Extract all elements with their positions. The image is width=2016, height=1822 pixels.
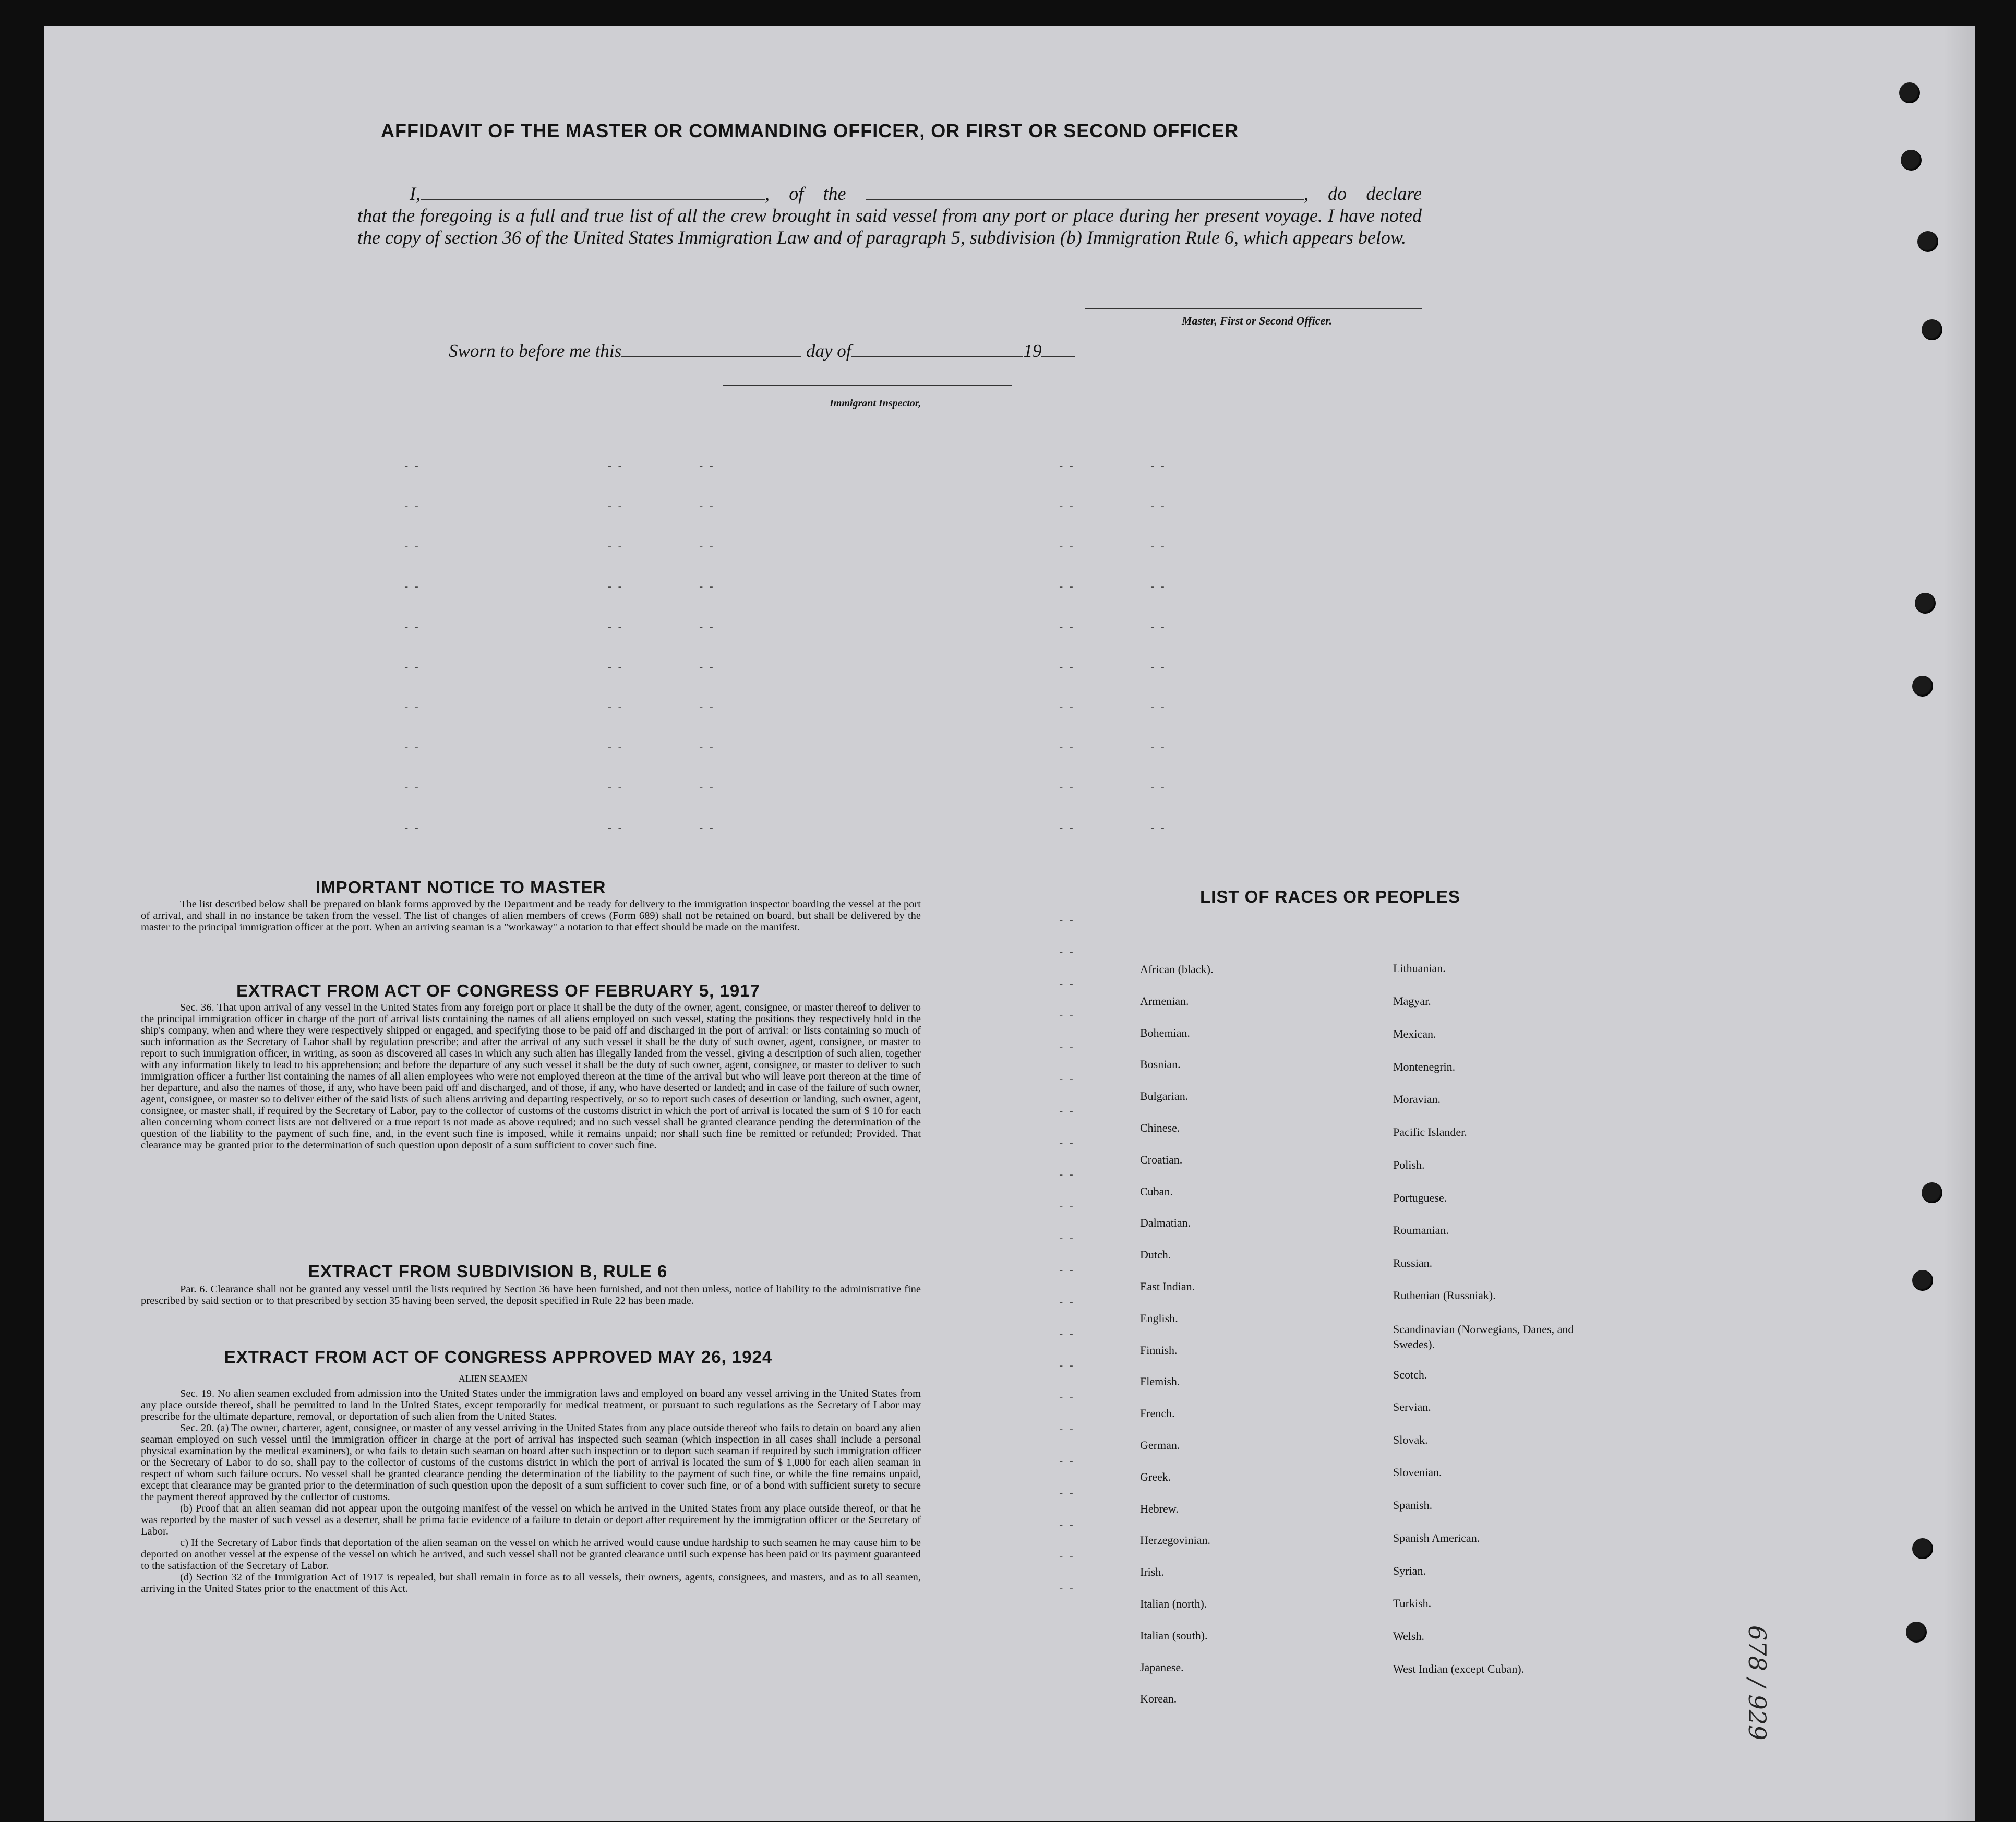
bleed-dash: - - <box>699 781 715 794</box>
race-item: Croatian. <box>1140 1153 1183 1166</box>
race-item: Slovenian. <box>1393 1466 1442 1479</box>
bleed-dash: - - <box>608 620 623 633</box>
sec-20a-text: Sec. 20. (a) The owner, charterer, agent, consignee, or master of any vessel arriving in the United States from any place outside thereof who fails to detain on board any alien seaman employed on such vessel until the immigration officer in charge at the port of arrival has inspected such seaman (which inspection in all cases shall include a personal physical examination by the medical examiners), or who fails to detain such seaman on board after such inspection or to deport such seaman if required by such immigration officer or the Secretary of Labor to do so, shall pay to the collector of customs of the customs district in which the port of arrival is located the sum of $ 1,000 for each alien seaman in respect of whom such failure occurs. No vessel shall be granted clearance pending the determination of the liability to the payment of such fine, or while the fine remains unpaid, except that clearance may be granted prior to the determination of such question upon the deposit of a sum sufficient to cover such fine, or of a bond with sufficient surety to secure the payment thereof approved by the collector of customs. <box>141 1422 921 1503</box>
bleed-dash: - - <box>1059 1486 1075 1499</box>
bleed-dash: - - <box>1059 1009 1075 1022</box>
bleed-dash: - - <box>1059 620 1075 633</box>
binder-hole <box>1912 1270 1933 1291</box>
race-item: Korean. <box>1140 1692 1177 1706</box>
master-signature-caption: Master, First or Second Officer. <box>1182 314 1333 327</box>
affidavit-i-label: I, <box>410 183 421 204</box>
race-item: Japanese. <box>1140 1660 1184 1674</box>
extract-1924-text <box>141 1388 921 1595</box>
binder-hole <box>1922 1182 1942 1203</box>
race-item: Dalmatian. <box>1140 1216 1191 1230</box>
bleed-dash: - - <box>1150 459 1166 472</box>
bleed-dash: - - <box>404 459 420 472</box>
bleed-dash: - - <box>1059 1581 1075 1595</box>
notice-title: IMPORTANT NOTICE TO MASTER <box>316 878 606 897</box>
race-item: Montenegrin. <box>1393 1060 1456 1073</box>
race-item: English. <box>1140 1311 1178 1325</box>
bleed-dash: - - <box>699 459 715 472</box>
race-item: Mexican. <box>1393 1027 1436 1040</box>
binder-hole <box>1915 593 1936 614</box>
bleed-dash: - - <box>1059 1391 1075 1404</box>
sworn-month-blank[interactable] <box>851 356 1023 357</box>
bleed-dash: - - <box>1150 620 1166 633</box>
inspector-caption: Immigrant Inspector, <box>830 398 921 409</box>
bleed-dash: - - <box>1059 781 1075 794</box>
race-item: Turkish. <box>1393 1597 1432 1610</box>
affidavit-declaration <box>357 183 1422 248</box>
bleed-dash: - - <box>608 499 623 512</box>
extract-rule6-title: EXTRACT FROM SUBDIVISION B, RULE 6 <box>308 1262 668 1281</box>
race-item: Bulgarian. <box>1140 1089 1189 1103</box>
bleed-dash: - - <box>1059 945 1075 958</box>
race-item: Scandinavian (Norwegians, Danes, and Swedes). <box>1393 1323 1574 1351</box>
race-item: Spanish American. <box>1393 1531 1480 1544</box>
bleed-dash: - - <box>1059 499 1075 512</box>
race-item: French. <box>1140 1407 1175 1420</box>
master-signature-line[interactable] <box>1085 308 1422 309</box>
race-item: Dutch. <box>1140 1248 1171 1262</box>
bleed-dash: - - <box>1059 977 1075 990</box>
bleed-dash: - - <box>1059 1422 1075 1435</box>
extract-rule6-text: Par. 6. Clearance shall not be granted any vessel until the lists required by Section 36 have been furnished, and not then unless, notice of liability to the administrative fine prescribed by said section or to that prescribed by section 35 having been served, the deposit specified in Rule 22 has been made. <box>141 1284 921 1306</box>
bleed-dash: - - <box>608 459 623 472</box>
affidavit-title: AFFIDAVIT OF THE MASTER OR COMMANDING OFFICER, OR FIRST OR SECOND OFFICER <box>381 120 1239 141</box>
bleed-dash: - - <box>608 660 623 673</box>
bleed-dash: - - <box>608 821 623 834</box>
bleed-dash: - - <box>1150 580 1166 593</box>
extract-1917-text: Sec. 36. That upon arrival of any vessel in the United States from any foreign port or place it shall be the duty of the owner, agent, consignee, or master thereof to deliver to the principal immigration officer in charge of the port of arrival lists containing the names of all aliens employed on such vessel, stating the positions they respectively hold in the ship's company, when and where they were respectively shipped or engaged, and specifying those to be paid off and discharged in the port of arrival: or lists containing so much of such information as the Secretary of Labor shall by regulation prescribe; and after the arrival of any such vessel it shall be the duty of such owner, agent, consignee, or master to report to such immigration officer, in writing, as soon as discovered all cases in which any such alien has illegally landed from the vessel, giving a description of such alien, together with any information likely to lead to his apprehension; and before the departure of any such vessel it shall be the duty of such owner, agent, consignee, or master to deliver to such immigration officer a further list containing the names of all alien employees who were not employed thereon at the time of the arrival but who will leave port thereon at the time of her departure, and also the names of those, if any, who have been paid off and discharged, and of those, if any, who have deserted or landed; and in case of the failure of such owner, agent, consignee, or master so to deliver either of the said lists of such aliens arriving and departing respectively, or so to report such cases of desertion or landing, such owner, agent, consignee, or master shall, if required by the Secretary of Labor, pay to the collector of customs of the customs district in which the port of arrival is located the sum of $ 10 for each alien concerning whom correct lists are not delivered or a true report is not made as above required; and no such vessel shall be granted clearance pending the determination of the question of the liability to the payment of such fine, and, in the event such fine is imposed, while it remains unpaid; nor shall such fine be remitted or refunded; Provided. That clearance may be granted prior to the determination of such question upon deposit of a sum sufficient to cover such fine. <box>141 1002 921 1151</box>
race-item: German. <box>1140 1439 1180 1452</box>
race-item: West Indian (except Cuban). <box>1393 1662 1525 1675</box>
vessel-name-blank[interactable] <box>866 199 1304 200</box>
bleed-dash: - - <box>1059 740 1075 753</box>
bleed-dash: - - <box>1150 700 1166 713</box>
bleed-dash: - - <box>1059 540 1075 553</box>
bleed-dash: - - <box>699 499 715 512</box>
bleed-dash: - - <box>1059 1072 1075 1085</box>
bleed-dash: - - <box>1059 1136 1075 1149</box>
bleed-dash: - - <box>699 540 715 553</box>
bleed-dash: - - <box>404 499 420 512</box>
bleed-dash: - - <box>404 580 420 593</box>
race-item: Chinese. <box>1140 1121 1180 1134</box>
sworn-statement <box>449 341 1075 362</box>
bleed-dash: - - <box>699 821 715 834</box>
race-item: Portuguese. <box>1393 1191 1447 1204</box>
notice-text: The list described below shall be prepared on blank forms approved by the Department and be ready for delivery to the immigration inspector boarding the vessel at the port of arrival, and shall in no instance be taken from the vessel. The list of changes of alien members of crews (Form 689) shall not be retained on board, but shall be delivered by the master to the principal immigration officer at the port. When an arriving seaman is a "workaway" a notation to that effect should be made on the manifest. <box>141 898 921 933</box>
bleed-dash: - - <box>1059 1231 1075 1244</box>
sworn-year-label: 19 <box>1023 341 1042 361</box>
document-sheet <box>44 26 1975 1821</box>
race-item: Lithuanian. <box>1393 962 1446 975</box>
bleed-dash: - - <box>1059 913 1075 926</box>
bleed-dash: - - <box>608 540 623 553</box>
bleed-dash: - - <box>699 620 715 633</box>
race-item: Slovak. <box>1393 1433 1428 1446</box>
affidavit-first-line <box>357 183 1422 205</box>
sworn-year-blank[interactable] <box>1041 356 1075 357</box>
bleed-dash: - - <box>1059 821 1075 834</box>
bleed-dash: - - <box>1150 740 1166 753</box>
bleed-dash: - - <box>404 821 420 834</box>
race-item: Irish. <box>1140 1565 1164 1579</box>
race-item: Armenian. <box>1140 994 1189 1008</box>
binder-hole <box>1917 231 1938 252</box>
sec-19-text: Sec. 19. No alien seamen excluded from admission into the United States under the immigration laws and employed on board any vessel arriving in the United States from any place outside thereof, shall be permitted to land in the United States, except temporarily for medical treatment, or pursuant to such regulations as the Secretary of Labor may prescribe for the ultimate departure, removal, or deportation of such alien from the United States. <box>141 1388 921 1422</box>
bleed-dash: - - <box>404 540 420 553</box>
master-name-blank[interactable] <box>421 199 765 200</box>
race-item: East Indian. <box>1140 1280 1195 1293</box>
bleed-dash: - - <box>1059 1040 1075 1053</box>
affidavit-do-declare: , do declare <box>1303 183 1422 204</box>
sec-20d-text: (d) Section 32 of the Immigration Act of 1917 is repealed, but shall remain in force as to all vessels, their owners, agents, consignees, and masters, and as to all seamen, arriving in the United States prior to the enactment of this Act. <box>141 1572 921 1595</box>
race-item: Bosnian. <box>1140 1058 1181 1071</box>
binder-hole <box>1906 1622 1927 1643</box>
race-item: Finnish. <box>1140 1343 1178 1357</box>
race-item: Italian (north). <box>1140 1597 1207 1610</box>
race-item: Moravian. <box>1393 1093 1441 1106</box>
handwritten-annotation <box>1737 1563 1800 1741</box>
bleed-dash: - - <box>1059 1263 1075 1276</box>
binder-hole <box>1912 676 1933 697</box>
bleed-dash: - - <box>1059 1518 1075 1531</box>
bleed-dash: - - <box>404 781 420 794</box>
race-item: African (black). <box>1140 963 1214 976</box>
inspector-signature-line[interactable] <box>723 385 1012 386</box>
race-item: Ruthenian (Russniak). <box>1393 1289 1496 1302</box>
binder-hole <box>1912 1538 1933 1559</box>
race-item: Roumanian. <box>1393 1224 1449 1237</box>
bleed-dash: - - <box>1059 660 1075 673</box>
race-item: Bohemian. <box>1140 1026 1190 1039</box>
bleed-dash: - - <box>1150 540 1166 553</box>
sworn-date-blank[interactable] <box>621 356 801 357</box>
extract-1917-title: EXTRACT FROM ACT OF CONGRESS OF FEBRUARY 5, 1917 <box>236 981 760 1000</box>
race-item: Herzegovinian. <box>1140 1533 1210 1547</box>
bleed-dash: - - <box>1150 660 1166 673</box>
race-item: Scotch. <box>1393 1368 1427 1381</box>
race-item: Spanish. <box>1393 1499 1433 1512</box>
races-title: LIST OF RACES OR PEOPLES <box>1200 887 1460 906</box>
bleed-dash: - - <box>1059 459 1075 472</box>
race-item: Russian. <box>1393 1256 1433 1269</box>
bleed-dash: - - <box>608 781 623 794</box>
bleed-dash: - - <box>1150 499 1166 512</box>
bleed-dash: - - <box>404 740 420 753</box>
bleed-dash: - - <box>1059 1550 1075 1563</box>
bleed-dash: - - <box>699 700 715 713</box>
binder-hole <box>1922 319 1942 340</box>
bleed-dash: - - <box>1059 1295 1075 1308</box>
bleed-dash: - - <box>1059 1359 1075 1372</box>
bleed-dash: - - <box>1150 781 1166 794</box>
race-item: Syrian. <box>1393 1564 1426 1577</box>
bleed-dash: - - <box>608 740 623 753</box>
bleed-dash: - - <box>1059 1327 1075 1340</box>
bleed-dash: - - <box>608 700 623 713</box>
binder-hole <box>1899 82 1920 103</box>
sworn-prefix: Sworn to before me this <box>449 341 622 361</box>
bleed-dash: - - <box>1059 700 1075 713</box>
handwriting-text: 678 / 929 <box>1743 1625 1771 1741</box>
sec-20c-text: c) If the Secretary of Labor finds that deportation of the alien seaman on the vessel on which he arrived would cause undue hardship to such seamen he may cause him to be deported on another vessel at the expense of the vessel on which he arrived, and such vessel shall not be granted clearance until such expense has been paid or its payment guaranteed to the satisfaction of the Secretary of Labor. <box>141 1537 921 1572</box>
race-item: Magyar. <box>1393 994 1431 1008</box>
bleed-dash: - - <box>404 620 420 633</box>
bleed-dash: - - <box>1059 1454 1075 1467</box>
binder-hole <box>1901 150 1922 171</box>
race-item: Welsh. <box>1393 1629 1424 1643</box>
extract-1924-title: EXTRACT FROM ACT OF CONGRESS APPROVED MAY 26, 1924 <box>224 1347 773 1366</box>
race-item: Greek. <box>1140 1470 1171 1483</box>
race-item: Cuban. <box>1140 1184 1173 1198</box>
affidavit-of-the: , of the <box>765 183 846 204</box>
alien-seamen-subtitle: ALIEN SEAMEN <box>458 1373 528 1384</box>
bleed-dash: - - <box>404 700 420 713</box>
race-item: Italian (south). <box>1140 1628 1208 1642</box>
bleed-dash: - - <box>1059 1200 1075 1213</box>
bleed-dash: - - <box>1059 1104 1075 1117</box>
bleed-dash: - - <box>699 580 715 593</box>
race-item: Pacific Islander. <box>1393 1125 1467 1138</box>
bleed-dash: - - <box>1150 821 1166 834</box>
race-item: Hebrew. <box>1140 1502 1179 1515</box>
race-item: Flemish. <box>1140 1375 1180 1388</box>
race-item: Servian. <box>1393 1400 1431 1413</box>
bleed-dash: - - <box>1059 1168 1075 1181</box>
bleed-dash: - - <box>608 580 623 593</box>
affidavit-body: that the foregoing is a full and true list of all the crew brought in said vessel from any port or place during her present voyage. I have noted the copy of section 36 of the United States Immigration Law and of paragraph 5, subdivision (b) Immigration Rule 6, which appears below. <box>357 205 1422 248</box>
bleed-dash: - - <box>699 660 715 673</box>
bleed-dash: - - <box>699 740 715 753</box>
bleed-dash: - - <box>1059 580 1075 593</box>
race-item: Polish. <box>1393 1158 1425 1171</box>
sworn-day-label: day of <box>806 341 851 361</box>
sec-20b-text: (b) Proof that an alien seaman did not appear upon the outgoing manifest of the vessel on which he arrived in the United States from any place outside thereof, or that he was reported by the master of such vessel as a deserter, shall be prima facie evidence of a failure to detain or deport after requirement by the immigration officer or the Secretary of Labor. <box>141 1503 921 1537</box>
bleed-dash: - - <box>404 660 420 673</box>
